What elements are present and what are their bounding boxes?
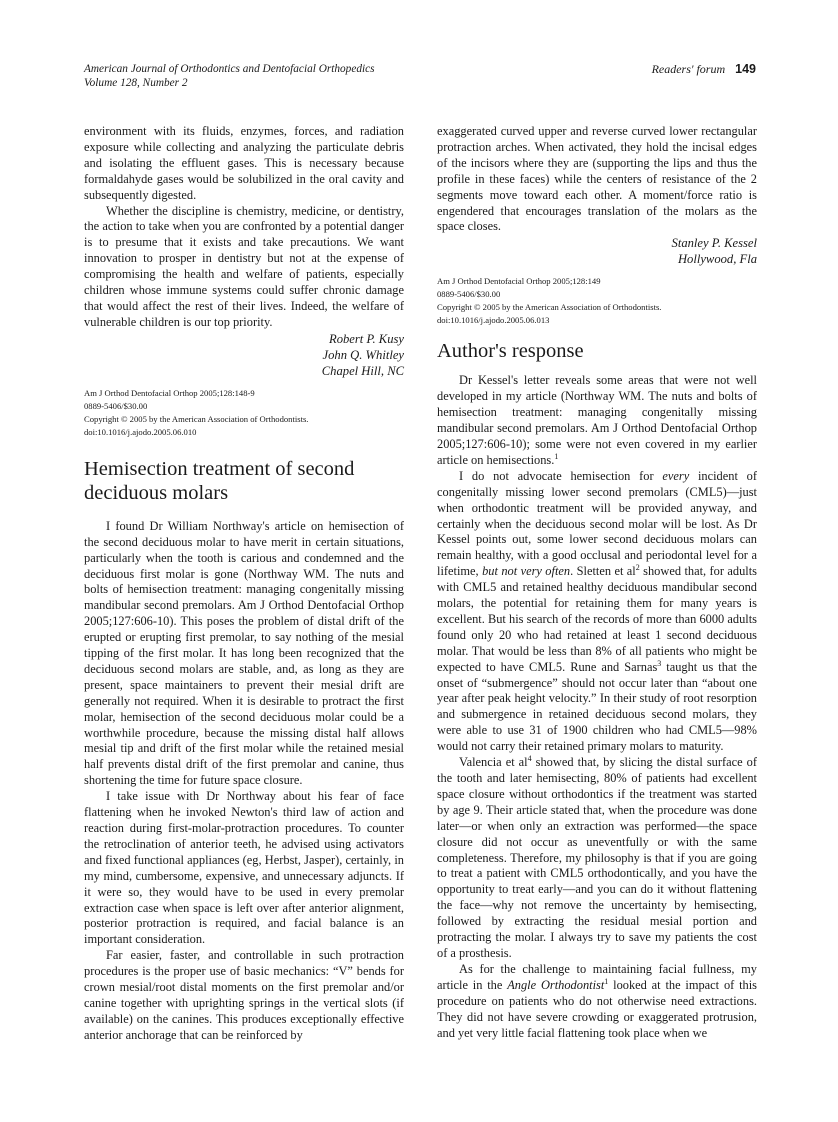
text: Dr Kessel's letter reveals some areas that were not well developed in my article (Northway WM. The nuts and bolts of hemisection treatment: managing congenitally missing mandibular second premolars. Am J Orthod Dentofacial Orthop 2005;127:606-10); some were not even covered in my earlier article on hemisections. bbox=[437, 373, 757, 467]
copyright-line: Copyright © 2005 by the American Association of Orthodontists. bbox=[84, 413, 309, 424]
section-name: Readers' forum bbox=[651, 62, 726, 76]
emphasis: but not very often bbox=[482, 564, 571, 579]
text: looked at the impact of this procedure on patients who do not otherwise need extractions. They did not have severe crowding or exaggerated protrusion, and yet very little facial flattening took place when we bbox=[437, 977, 757, 1040]
text: As for the challenge to maintaining facial fullness, my article in the bbox=[437, 961, 757, 992]
page-number: 149 bbox=[735, 62, 756, 76]
paragraph: Whether the discipline is chemistry, medicine, or dentistry, the action to take when you are confronted by a potential danger is to presume that it exists and take precautions. We want innovation to prosper in dentistry but not at the expense of compromising the health and welfare of patients, especially children whose immune systems could suffer chronic damage that would affect the rest of their lives. Indeed, the welfare of vulnerable children is our top priority. bbox=[84, 203, 404, 329]
reference-marker[interactable]: 2 bbox=[635, 563, 640, 573]
journal-title-emphasis: Angle Orthodontist bbox=[507, 977, 605, 992]
author-name: Stanley P. Kessel bbox=[671, 236, 757, 251]
author-name: Robert P. Kusy bbox=[329, 331, 404, 346]
citation-line: Am J Orthod Dentofacial Orthop 2005;128:149 bbox=[437, 276, 601, 287]
text: incident of congenitally missing lower second premolars (CML5)—just when orthodontic treatment will be provided anyway, and certainly when the deciduous second molar will be lost. As Dr Kessel points out, some lower second deciduous molars can remain healthy, with a good occlusal and periodontal level for a lifetime, bbox=[437, 468, 757, 579]
left-column bbox=[84, 124, 404, 1044]
issn-line: 0889-5406/$30.00 bbox=[437, 289, 501, 300]
paragraph: environment with its fluids, enzymes, forces, and radiation exposure while collecting and analyzing the particulate debris and isolating the effluent gases. This is necessary because formaldahyde gases would be solubilized in the oral cavity and subsequently digested. bbox=[84, 124, 404, 202]
reference-marker[interactable]: 1 bbox=[554, 451, 559, 461]
doi-link[interactable]: doi:10.1016/j.ajodo.2005.06.010 bbox=[84, 426, 197, 437]
author-location: Chapel Hill, NC bbox=[321, 363, 404, 378]
response-title: Author's response bbox=[437, 340, 584, 363]
right-column bbox=[437, 124, 757, 1041]
paragraph bbox=[437, 373, 757, 468]
paragraph: exaggerated curved upper and reverse curved lower rectangular protraction arches. When activated, they hold the incisal edges of the incisors where they are (supporting the lips and thus the profile in these faces) while the centers of resistance of the 2 segments move toward each other. A moment/force ratio is engendered that encourages translation of the molars as the space closes. bbox=[437, 124, 757, 234]
author-location: Hollywood, Fla bbox=[677, 252, 757, 267]
paragraph: I take issue with Dr Northway about his fear of face flattening when he invoked Newton's third law of action and reaction during first-molar-protraction procedures. To counter the retroclination of anterior teeth, he advised using activators and fixed functional appliances (eg, Herbst, Jasper), certainly, in my mind, cumbersome, expensive, and unnecessary adjuncts. If it were so, they would have to be used in every premolar extraction case when space is left over after anterior alignment, posterior protraction is required, and facial balance is an important consideration. bbox=[84, 789, 404, 947]
issn-line: 0889-5406/$30.00 bbox=[84, 400, 148, 411]
journal-volume: Volume 128, Number 2 bbox=[84, 77, 188, 89]
doi-link[interactable]: doi:10.1016/j.ajodo.2005.06.013 bbox=[437, 315, 550, 326]
citation-meta bbox=[437, 275, 757, 327]
section-info bbox=[652, 62, 756, 76]
text: showed that, for adults with CML5 and retained healthy deciduous mandibular second molars, the potential for retaining them for many years is excellent. But his search of the records of more than 6000 adults found only 20 who had retained at least 1 second deciduous molar. That would be less than 8% of all patients who might be expected to have CML5. Rune and Sarnas bbox=[437, 564, 758, 674]
paragraph: Far easier, faster, and controllable in such protraction procedures is the proper use of basic mechanics: “V” bends for crown mesial/root distal moments on the first premolar and/or canine together with uprighting springs in the vertical slots (if available) on the canines. This produces exceptionally effective anterior anchorage that can be reinforced by bbox=[84, 948, 404, 1042]
article-title: Hemisection treatment of second deciduous molars bbox=[84, 457, 355, 504]
citation-line: Am J Orthod Dentofacial Orthop 2005;128:148-9 bbox=[84, 387, 255, 398]
journal-info bbox=[84, 62, 375, 90]
journal-name: American Journal of Orthodontics and Dentofacial Orthopedics bbox=[84, 63, 375, 75]
paragraph bbox=[437, 755, 757, 962]
emphasis: every bbox=[662, 468, 690, 483]
paragraph bbox=[437, 469, 757, 755]
reference-marker[interactable]: 3 bbox=[657, 658, 662, 668]
text: Valencia et al bbox=[459, 755, 528, 770]
reference-marker[interactable]: 1 bbox=[604, 976, 609, 986]
text: showed that, by slicing the distal surface of the tooth and later hemisecting, 80% of patients had excellent space closure without orthodontics if the treatment was started by age 9. Their article stated that, when the procedure was done later—or when only an extraction was performed—the space closure did not occur as uneventfully or with the same completeness. Therefore, my philosophy is that if you are going to treat a patient with CML5 orthodontically, and you have the opportunity to treat early—and you can do it without flattening the face—why not remove the uncertainty by hemisecting, followed by extracting the residual mesial portion and protracting the molar. I always try to save my patients the cost of a prosthesis. bbox=[437, 755, 757, 960]
paragraph bbox=[437, 962, 757, 1042]
running-header bbox=[84, 62, 756, 96]
copyright-line: Copyright © 2005 by the American Association of Orthodontists. bbox=[437, 302, 662, 313]
author-name: John Q. Whitley bbox=[322, 347, 404, 362]
letter-signature bbox=[437, 235, 757, 267]
reference-marker[interactable]: 4 bbox=[527, 753, 532, 763]
paragraph: I found Dr William Northway's article on hemisection of the second deciduous molar to have merit in certain situations, particularly when the tooth is carious and condemned and the deciduous first molar is gone (Northway WM. The nuts and bolts of hemisection treatment: managing congenitally missing mandibular second premolars. Am J Orthod Dentofacial Orthop 2005;127:606-10). This poses the problem of distal drift of the erupted or erupting first premolar, to say nothing of the mesial tipping of the first molar. It has long been recognized that the deciduous second molars are stable, and, as long as they are present, space maintainers to prevent their mesial drift are generally not required. When it is desirable to protract the first molar, hemisection of the second deciduous molar could be a worthwhile procedure, because the missing distal half allows mesial tip and drift of the first molar while the retained mesial half prevents distal drift of the first premolar and canine, thus shortening the time for future space closure. bbox=[84, 518, 404, 788]
text: taught us that the onset of “submergence” should not occur later than “about one year after peak height velocity.” In their study of root resorption and submergence in retained deciduous second molars, they were able to use 31 of 1900 children who had CML5—98% would not carry their retained primary molars to maturity. bbox=[437, 659, 757, 754]
letter-signature bbox=[84, 331, 404, 379]
text: I do not advocate hemisection for bbox=[459, 468, 663, 483]
citation-meta bbox=[84, 387, 404, 439]
text: . Sletten et al bbox=[570, 564, 636, 579]
